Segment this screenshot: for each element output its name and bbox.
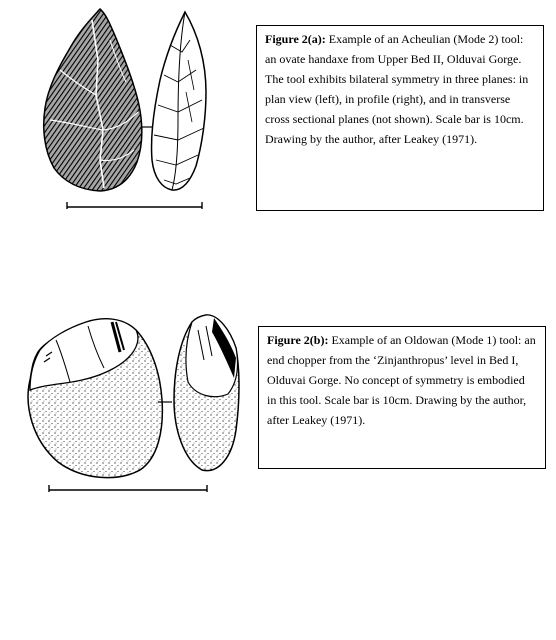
chopper-profile-view <box>174 315 239 471</box>
figure-2a-label: Figure 2(a): <box>265 32 326 46</box>
figure-2b-label: Figure 2(b): <box>267 333 329 347</box>
handaxe-profile-view <box>151 12 206 190</box>
scale-bar-b <box>49 485 207 492</box>
figure-2a-caption <box>256 25 544 211</box>
figure-2b-text: Example of an Oldowan (Mode 1) tool: an end chopper from the ‘Zinjanthropus’ level in Bed I, Olduvai Gorge. No concept of symmetry is embodied in this tool. Scale bar is 10cm. Drawing by the author, after Leakey (1971). <box>267 333 536 427</box>
figure-2b-caption <box>258 326 546 469</box>
figure-2a-text: Example of an Acheulian (Mode 2) tool: an ovate handaxe from Upper Bed II, Olduvai Gorge. The tool exhibits bilateral symmetry in three planes: in plan view (left), in profile (right), and in transverse cross sectional planes (not shown). Scale bar is 10cm. Drawing by the author, after Leakey (1971). <box>265 32 529 146</box>
scale-bar-a <box>67 202 202 209</box>
handaxe-plan-view <box>44 9 142 191</box>
chopper-plan-view <box>28 319 162 478</box>
